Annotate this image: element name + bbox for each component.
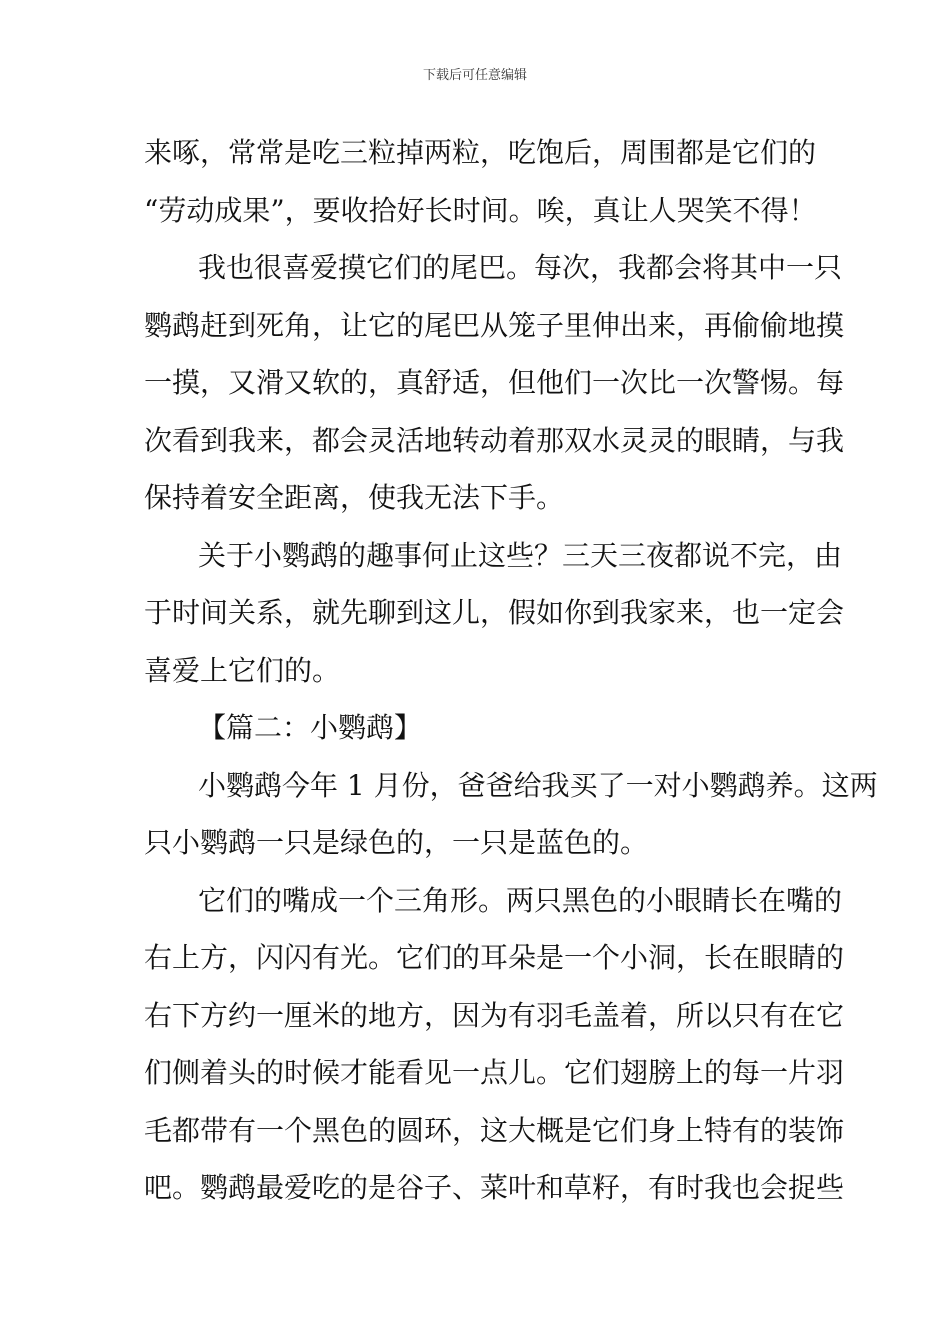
text-line-13: 只小鹦鹉一只是绿色的，一只是蓝色的。	[144, 826, 649, 859]
text-line-10: 喜爱上它们的。	[144, 653, 341, 687]
page-header: 下载后可任意编辑	[422, 68, 527, 83]
text-line-3: 我也很喜爱摸它们的尾巴。每次，我都会将其中一只	[198, 251, 843, 284]
text-line-7: 保持着安全距离，使我无法下手。	[144, 481, 565, 514]
text-line-14: 它们的嘴成一个三角形。两只黑色的小眼睛长在嘴的	[198, 883, 843, 917]
text-line-12: 小鹦鹉今年 1 月份，爸爸给我买了一对小鹦鹉养。这两	[198, 768, 878, 802]
section-heading: 【篇二：小鹦鹉】	[198, 711, 423, 744]
text-line-17: 们侧着头的时候才能看见一点儿。它们翅膀上的每一片羽	[144, 1056, 845, 1089]
text-line-6: 次看到我来，都会灵活地转动着那双水灵灵的眼睛，与我	[144, 423, 845, 457]
text-line-15: 右上方，闪闪有光。它们的耳朵是一个小洞，长在眼睛的	[144, 941, 845, 974]
text-line-8: 关于小鹦鹉的趣事何止这些？三天三夜都说不完，由	[198, 538, 843, 572]
text-line-9: 于时间关系，就先聊到这儿，假如你到我家来，也一定会	[144, 596, 845, 629]
text-line-18: 毛都带有一个黑色的圆环，这大概是它们身上特有的装饰	[144, 1113, 845, 1147]
text-line-2: “劳动成果”，要收拾好长时间。唉，真让人哭笑不得！	[144, 193, 817, 227]
text-line-5: 一摸，又滑又软的，真舒适，但他们一次比一次警惕。每	[144, 366, 845, 399]
text-line-4: 鹦鹉赶到死角，让它的尾巴从笼子里伸出来，再偷偷地摸	[144, 308, 845, 342]
document-body	[144, 124, 878, 1217]
text-line-1: 来啄，常常是吃三粒掉两粒，吃饱后，周围都是它们的	[144, 136, 817, 169]
text-line-19: 吧。鹦鹉最爱吃的是谷子、菜叶和草籽，有时我也会捉些	[144, 1171, 845, 1204]
text-line-16: 右下方约一厘米的地方，因为有羽毛盖着，所以只有在它	[144, 998, 845, 1032]
